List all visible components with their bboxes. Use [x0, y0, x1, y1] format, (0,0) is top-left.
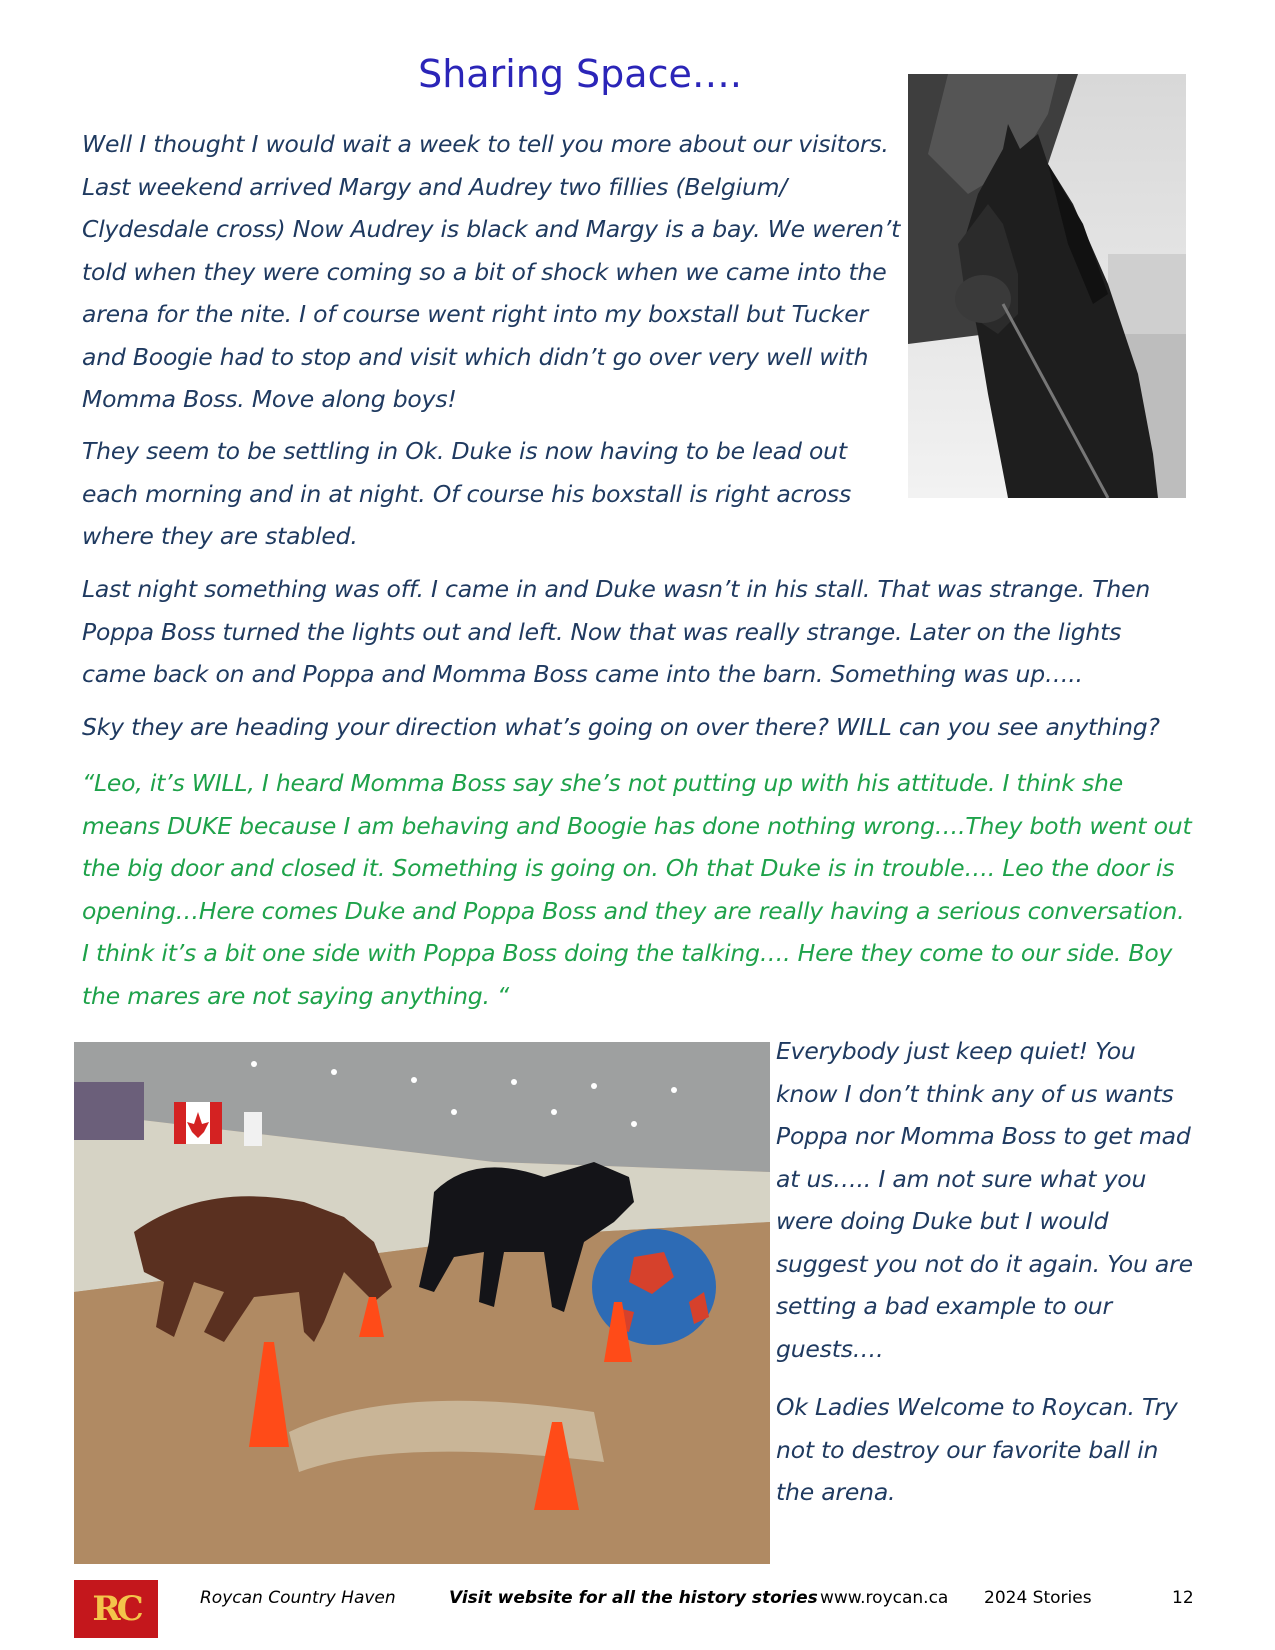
arena-fillies-photo	[74, 1042, 770, 1564]
roycan-logo: RC	[74, 1580, 158, 1638]
footer-url[interactable]: www.roycan.ca	[820, 1588, 949, 1608]
page-title: Sharing Space….	[418, 52, 742, 96]
horse-portrait-photo	[908, 74, 1186, 498]
footer-org: Roycan Country Haven	[200, 1588, 396, 1608]
paragraph-4: Sky they are heading your direction what’s going on over there? WILL can you see anything?	[82, 713, 1160, 741]
paragraph-2: They seem to be settling in Ok. Duke is now having to be lead out each morning and in at night. Of course his boxstall is right across where they are stabled.	[82, 437, 851, 550]
paragraph-5-quote: “Leo, it’s WILL, I heard Momma Boss say she’s not putting up with his attitude. I think she means DUKE because I am behaving and Boogie has done nothing wrong….They both went out the big door and closed it. Something is going on. Oh that Duke is in trouble…. Leo the door is opening…Here comes Duke and Poppa Boss and they are really having a serious conversation. I think it’s a bit one side with Poppa Boss doing the talking…. Here they come to our side. Boy the mares are not saying anything. “	[82, 769, 1192, 1010]
paragraph-6: Everybody just keep quiet! You know I don’t think any of us wants Poppa nor Momma Boss to get mad at us….. I am not sure what you were doing Duke but I would suggest you not do it again. You are setting a bad example to our guests….	[776, 1037, 1193, 1363]
footer-visit-note: Visit website for all the history stories	[449, 1588, 818, 1608]
paragraph-3: Last night something was off. I came in and Duke wasn’t in his stall. That was strange. Then Poppa Boss turned the lights out and left. Now that was really strange. Later on the lights came back on and Poppa and Momma Boss came into the barn. Something was up…..	[82, 575, 1151, 688]
paragraph-1: Well I thought I would wait a week to tell you more about our visitors. Last weekend arrived Margy and Audrey two fillies (Belgium/ Clydesdale cross) Now Audrey is black and Margy is a bay. We weren’t told when they were coming so a bit of shock when we came into the arena for the nite. I of course went right into my boxstall but Tucker and Boogie had to stop and visit which didn’t go over very well with Momma Boss. Move along boys!	[82, 130, 901, 413]
page-number: 12	[1172, 1588, 1194, 1608]
footer-edition: 2024 Stories	[984, 1588, 1092, 1608]
paragraph-7: Ok Ladies Welcome to Roycan. Try not to destroy our favorite ball in the arena.	[776, 1393, 1178, 1506]
